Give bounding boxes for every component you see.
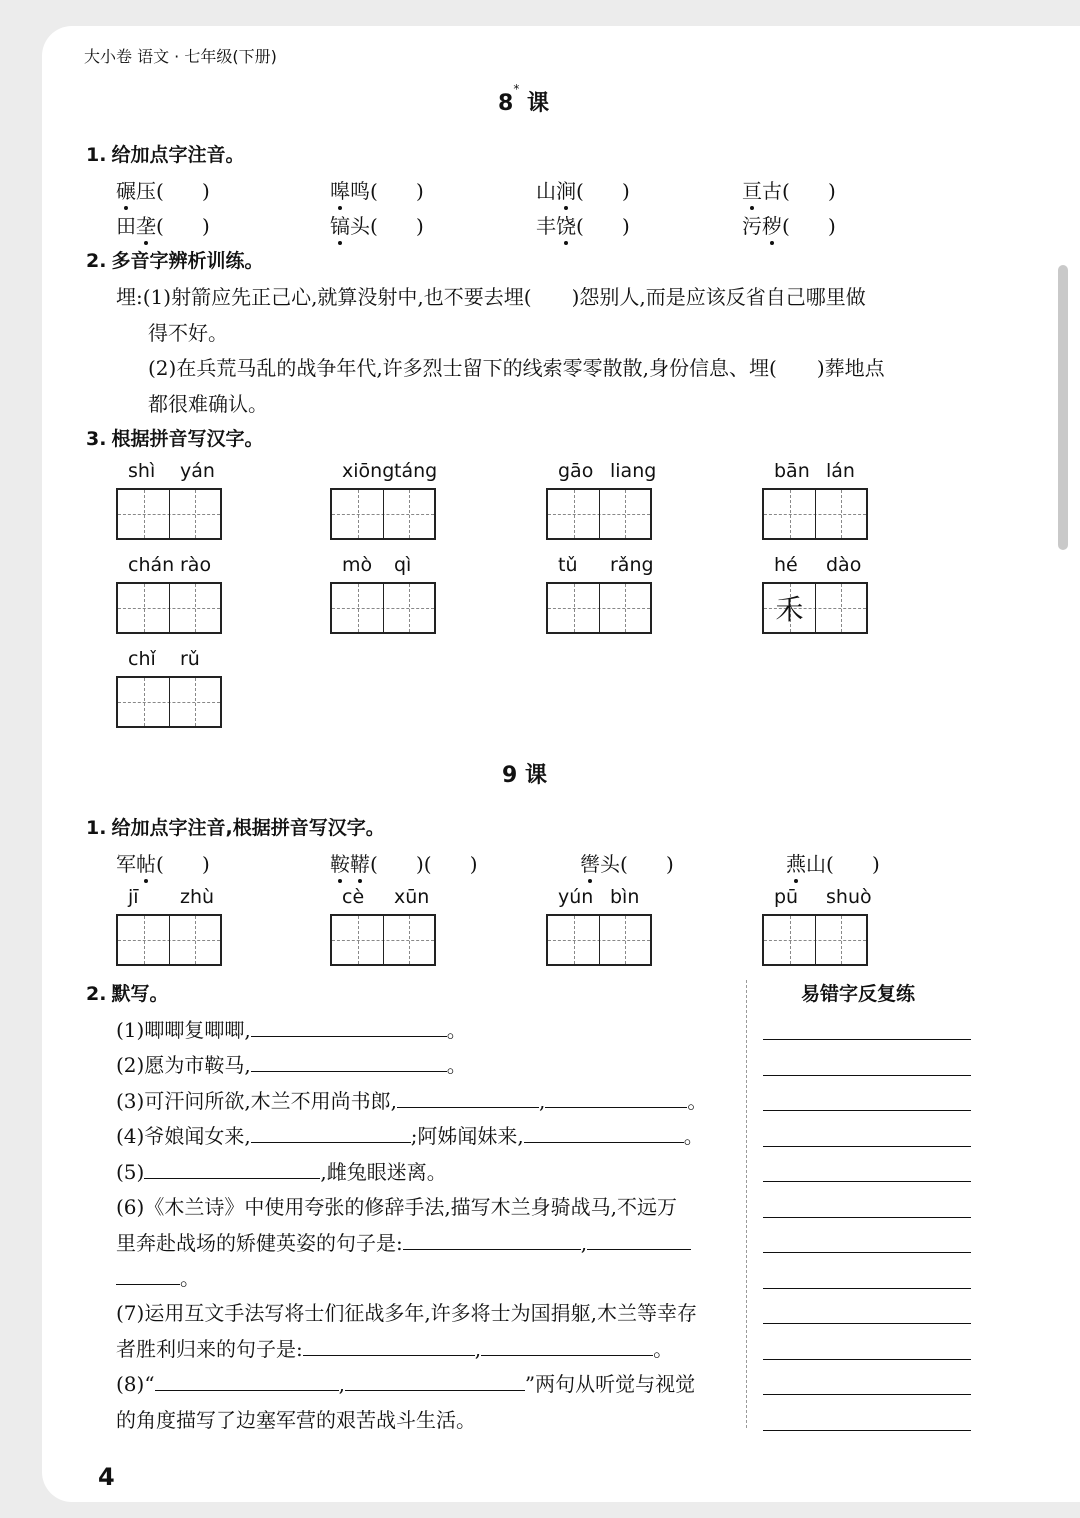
l8-q3-item-4-pinyin-2: lán (826, 460, 855, 482)
word-text: 鸣( (350, 179, 378, 203)
paren-close: ) (621, 179, 630, 203)
l8-q3-item-7-pinyin-2: rǎng (610, 554, 654, 576)
answer-blank[interactable] (397, 1089, 539, 1108)
lesson-8-title (498, 82, 549, 117)
scrollbar-thumb[interactable] (1058, 265, 1068, 550)
dotted-char: 嗥 (330, 175, 350, 204)
l8-q1-word-4 (742, 175, 836, 204)
practice-line[interactable] (763, 1359, 971, 1360)
answer-blank[interactable] (524, 1124, 684, 1143)
page-number: 4 (98, 1463, 115, 1491)
answer-blank[interactable] (481, 1337, 653, 1356)
column-divider (746, 980, 747, 1428)
line-text: 者胜利归来的句子是: (116, 1337, 303, 1361)
paren-close: ) (201, 214, 210, 238)
line-text: (5) (116, 1160, 145, 1184)
l8-q3-item-1-pinyin-1: shì (128, 460, 156, 482)
word-text: 丰 (536, 214, 556, 238)
line-text: (8)“ (116, 1372, 155, 1396)
l8-q3-item-7-pinyin-1: tǔ (558, 554, 578, 576)
lesson-8-word: 课 (526, 91, 549, 116)
line-sep: , (338, 1372, 345, 1396)
l8-q3-item-7-writing-grid[interactable] (546, 582, 652, 634)
practice-line[interactable] (763, 1039, 971, 1040)
dictation-7-line-1: (7)运用互文手法写将士们征战多年,许多将士为国捐躯,木兰等幸存 (116, 1301, 698, 1325)
l8-q3-item-9-writing-grid[interactable] (116, 676, 222, 728)
grid-divider (169, 916, 170, 964)
l8-q3-item-3-writing-grid[interactable] (546, 488, 652, 540)
l8-q2-line-4: 都很难确认。 (148, 392, 268, 416)
l9-q1-item-2-pinyin-1: cè (342, 886, 365, 908)
paren-close: ) (665, 852, 674, 876)
paren-close: ) (469, 852, 478, 876)
l8-q1-word-8 (742, 210, 836, 239)
answer-blank[interactable] (155, 1372, 339, 1391)
l8-q3-item-2-pinyin-2: táng (394, 460, 438, 482)
dotted-char: 鞍 (330, 848, 350, 877)
answer-blank[interactable] (403, 1231, 581, 1250)
l9-q1-item-3-pinyin-2: bìn (610, 886, 640, 908)
word-text: 压( (136, 179, 164, 203)
practice-line[interactable] (763, 1110, 971, 1111)
l8-q1-word-1 (116, 175, 210, 204)
l8-q3-item-8-sample-char: 禾 (775, 593, 804, 626)
word-text: 山( (806, 852, 834, 876)
line-text: (2)愿为市鞍马, (116, 1053, 251, 1077)
dotted-char: 碾 (116, 175, 136, 204)
paren-open: ( (156, 214, 164, 238)
grid-divider (383, 490, 384, 538)
l8-q1-word-7 (536, 210, 630, 239)
practice-line[interactable] (763, 1146, 971, 1147)
l8-q2-line-1: 埋:(1)射箭应先正己心,就算没射中,也不要去埋( )怨别人,而是应该反省自己哪里做 (116, 285, 866, 309)
l9-q1-word-4 (786, 848, 880, 877)
paren-open: ( (576, 179, 584, 203)
l9-q1-word-1 (116, 848, 210, 877)
dictation-5 (116, 1156, 447, 1185)
dictation-2 (116, 1049, 467, 1078)
l8-q1-word-6 (330, 210, 424, 239)
line-text: 里奔赴战场的矫健英姿的句子是: (116, 1231, 403, 1255)
line-text: ,雌兔眼迷离。 (320, 1160, 447, 1184)
grid-divider (599, 490, 600, 538)
dictation-8-line-2: 的角度描写了边塞军营的艰苦战斗生活。 (116, 1408, 476, 1432)
l8-q3-item-6-pinyin-1: mò (342, 554, 373, 576)
grid-divider (815, 584, 816, 632)
paren-close: ) (827, 214, 836, 238)
answer-blank[interactable] (303, 1337, 475, 1356)
grid-divider (169, 490, 170, 538)
grid-divider (383, 916, 384, 964)
dictation-3 (116, 1085, 707, 1114)
l8-q3-item-8-writing-grid[interactable] (762, 582, 868, 634)
word-text: 山 (536, 179, 556, 203)
l9-q1-item-2-writing-grid[interactable] (330, 914, 436, 966)
l8-q3-item-5-pinyin-1: chán (128, 554, 175, 576)
dotted-char: 镐 (330, 210, 350, 239)
l8-q3-item-6-pinyin-2: qì (394, 554, 412, 576)
answer-blank[interactable] (545, 1089, 687, 1108)
l8-q2-line-2: 得不好。 (148, 321, 228, 345)
answer-blank[interactable] (251, 1124, 411, 1143)
line-end: 。 (180, 1266, 200, 1290)
question-text: 给加点字注音。 (111, 144, 245, 166)
practice-line[interactable] (763, 1288, 971, 1289)
practice-line[interactable] (763, 1430, 971, 1431)
answer-blank[interactable] (587, 1231, 691, 1250)
l8-q3-item-5-writing-grid[interactable] (116, 582, 222, 634)
l8-q3-item-1-writing-grid[interactable] (116, 488, 222, 540)
l8-q3-item-8-pinyin-1: hé (774, 554, 798, 576)
grid-divider (169, 678, 170, 726)
dotted-char: 帖 (136, 848, 156, 877)
dictation-6-line-3 (116, 1262, 200, 1291)
l8-q3-item-1-pinyin-2: yán (180, 460, 215, 482)
book-header: 大小卷 语文 · 七年级(下册) (84, 47, 277, 66)
l9-q1-item-1-pinyin-2: zhù (180, 886, 215, 908)
l8-q3-item-4-writing-grid[interactable] (762, 488, 868, 540)
question-number: 2. (86, 983, 107, 1005)
paren-close: ) (621, 214, 630, 238)
grid-divider (169, 584, 170, 632)
line-text: (4)爷娘闻女来, (116, 1124, 251, 1148)
question-text: 根据拼音写汉字。 (111, 428, 264, 450)
line-text: ”两句从听觉与视觉 (524, 1372, 696, 1396)
dotted-char: 饶 (556, 210, 576, 239)
dotted-char: 秽 (762, 210, 782, 239)
l9-q1-word-3 (580, 848, 674, 877)
paren-mid: )( (415, 852, 432, 876)
l8-q1-heading (86, 140, 245, 167)
answer-blank[interactable] (345, 1372, 525, 1391)
dotted-char: 涧 (556, 175, 576, 204)
l8-q3-item-5-pinyin-2: rào (180, 554, 212, 576)
word-text: 军 (116, 852, 136, 876)
word-text: 田 (116, 214, 136, 238)
l9-q1-item-3-pinyin-1: yún (558, 886, 594, 908)
practice-line[interactable] (763, 1252, 971, 1253)
answer-blank[interactable] (116, 1266, 180, 1285)
grid-divider (599, 584, 600, 632)
grid-divider (815, 490, 816, 538)
paren-open: ( (370, 852, 378, 876)
l8-q1-word-5 (116, 210, 210, 239)
line-text: ;阿姊闻妹来, (410, 1124, 524, 1148)
answer-blank[interactable] (251, 1018, 447, 1037)
l8-q3-item-2-writing-grid[interactable] (330, 488, 436, 540)
l8-q3-item-2-pinyin-1: xiōng (342, 460, 395, 482)
paren-open: ( (576, 214, 584, 238)
lesson-9-word: 课 (524, 763, 547, 788)
line-sep: , (539, 1089, 546, 1113)
l8-q3-item-9-pinyin-1: chǐ (128, 648, 156, 670)
paren-close: ) (201, 179, 210, 203)
dictation-8-line-1 (116, 1368, 695, 1397)
dictation-6-line-2 (116, 1227, 691, 1256)
line-text: (1)唧唧复唧唧, (116, 1018, 251, 1042)
paren-open: ( (782, 214, 790, 238)
lesson-8-mark: * (513, 82, 520, 96)
question-number: 1. (86, 144, 107, 166)
word-text: 污 (742, 214, 762, 238)
question-number: 3. (86, 428, 107, 450)
question-text: 给加点字注音,根据拼音写汉字。 (111, 817, 385, 839)
line-end: 。 (687, 1089, 708, 1113)
dotted-char: 鞯 (350, 848, 370, 877)
question-text: 多音字辨析训练。 (111, 250, 264, 272)
dotted-char: 垄 (136, 210, 156, 239)
line-sep: , (474, 1337, 482, 1361)
paren-open: ( (156, 852, 164, 876)
l8-q3-item-3-pinyin-1: gāo (558, 460, 594, 482)
l8-q3-item-3-pinyin-2: liang (610, 460, 657, 482)
word-text: 头( (350, 214, 378, 238)
l8-q3-item-6-writing-grid[interactable] (330, 582, 436, 634)
question-text: 默写。 (111, 983, 169, 1005)
practice-line[interactable] (763, 1217, 971, 1218)
l9-q1-word-2 (330, 848, 478, 877)
lesson-9-title (502, 758, 547, 789)
question-number: 2. (86, 250, 107, 272)
l8-q3-heading (86, 424, 264, 451)
line-sep: , (580, 1231, 588, 1255)
line-text: (3)可汗问所欲,木兰不用尚书郎, (116, 1089, 398, 1113)
l9-q1-heading (86, 813, 385, 840)
dotted-char: 辔 (580, 848, 600, 877)
l9-q2-heading (86, 979, 169, 1006)
practice-line[interactable] (763, 1394, 971, 1395)
line-end: 。 (446, 1053, 467, 1077)
word-text: 头( (600, 852, 628, 876)
l9-q1-item-4-pinyin-1: pū (774, 886, 799, 908)
dictation-4 (116, 1120, 704, 1149)
paren-close: ) (415, 179, 424, 203)
question-number: 1. (86, 817, 107, 839)
dotted-char: 燕 (786, 848, 806, 877)
answer-blank[interactable] (251, 1053, 447, 1072)
dictation-7-line-2 (116, 1333, 673, 1362)
lesson-9-number: 9 (502, 763, 518, 788)
line-end: 。 (653, 1337, 674, 1361)
word-text: 古( (762, 179, 790, 203)
l8-q3-item-8-pinyin-2: dào (826, 554, 862, 576)
practice-line[interactable] (763, 1323, 971, 1324)
grid-divider (599, 916, 600, 964)
paren-close: ) (415, 214, 424, 238)
l8-q2-line-3: (2)在兵荒马乱的战争年代,许多烈士留下的线索零零散散,身份信息、埋( )葬地点 (148, 356, 885, 380)
l8-q3-item-4-pinyin-1: bān (774, 460, 810, 482)
l9-q1-item-4-writing-grid[interactable] (762, 914, 868, 966)
paren-close: ) (201, 852, 210, 876)
answer-blank[interactable] (144, 1160, 320, 1179)
l8-q1-word-3 (536, 175, 630, 204)
l9-q1-item-1-pinyin-1: jī (128, 886, 139, 908)
line-end: 。 (446, 1018, 467, 1042)
l9-q1-item-1-writing-grid[interactable] (116, 914, 222, 966)
line-end: 。 (683, 1124, 704, 1148)
practice-column-title: 易错字反复练 (801, 983, 916, 1005)
l9-q1-item-2-pinyin-2: xūn (394, 886, 430, 908)
l9-q1-item-3-writing-grid[interactable] (546, 914, 652, 966)
paren-close: ) (871, 852, 880, 876)
l8-q1-word-2 (330, 175, 424, 204)
l9-q1-item-4-pinyin-2: shuò (826, 886, 872, 908)
grid-divider (815, 916, 816, 964)
practice-line[interactable] (763, 1075, 971, 1076)
lesson-8-number: 8 (498, 91, 514, 116)
dotted-char: 亘 (742, 175, 762, 204)
grid-divider (383, 584, 384, 632)
l8-q3-item-9-pinyin-2: rǔ (180, 648, 200, 670)
dictation-6-line-1: (6)《木兰诗》中使用夸张的修辞手法,描写木兰身骑战马,不远万 (116, 1195, 678, 1219)
practice-line[interactable] (763, 1181, 971, 1182)
l8-q2-heading (86, 246, 264, 273)
paren-close: ) (827, 179, 836, 203)
dictation-1 (116, 1014, 467, 1043)
